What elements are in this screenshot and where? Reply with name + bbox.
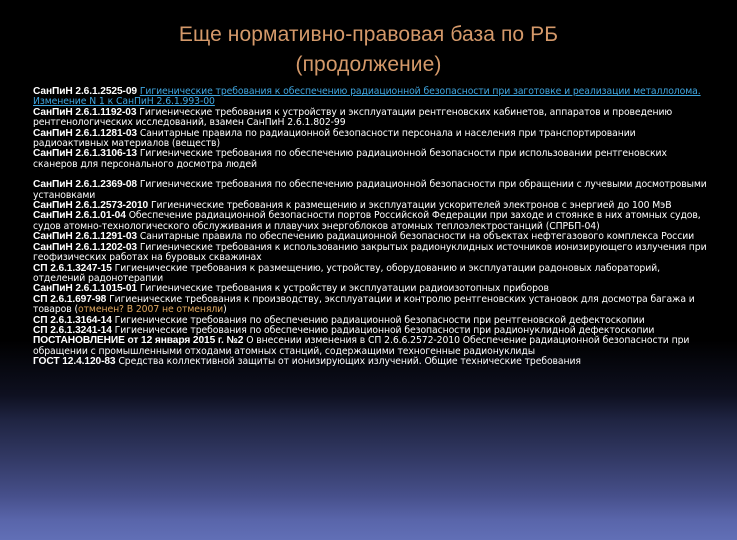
regulation-text: Гигиенические требования по обеспечению радиационной безопасности при обращении с лучевыми досмотровыми установками bbox=[33, 179, 707, 201]
regulations-list bbox=[33, 87, 713, 368]
title-line-1: Еще нормативно-правовая база по РБ bbox=[178, 23, 559, 46]
regulation-text: Гигиенические требования к размещению, устройству, оборудованию и эксплуатации радоновых лабораторий, отделений радонотерапии bbox=[33, 262, 660, 284]
regulation-text: Гигиенические требования по обеспечению радиационной безопасности при радионуклидной дефектоскопии bbox=[114, 324, 655, 336]
regulation-text: Гигиенические требования к производству, эксплуатации и контролю рентгеновских установок для досмотра багажа и товаров ( bbox=[33, 293, 695, 316]
regulation-code: СанПиН 2.6.1.1281-03 bbox=[33, 127, 137, 139]
regulation-code: СП 2.6.1.3164-14 bbox=[33, 314, 112, 326]
regulation-code: СанПиН 2.6.1.01-04 bbox=[33, 210, 126, 222]
title-line-2: (продолжение) bbox=[295, 53, 442, 76]
regulation-text: Санитарные правила по радиационной безопасности персонала и населения при транспортировании радиоактивных материалов (веществ) bbox=[33, 127, 636, 150]
regulation-text: Обеспечение радиационной безопасности портов Российской Федерации при заходе и стоянке в них атомных судов, судов атомно-технологического обслуживания и плавучих энергоблоков атомных теплоэлектростанций (СПРБП-04) bbox=[33, 210, 701, 232]
regulation-code: СП 2.6.1.3247-15 bbox=[33, 262, 112, 274]
regulation-text: О внесении изменения в СП 2.6.6.2572-2010 Обеспечение радиационной безопасности при обращении с промышленными отходами атомных станций, содержащими техногенные радионуклиды bbox=[33, 335, 690, 357]
regulation-code: СанПиН 2.6.1.1192-03 bbox=[33, 106, 137, 118]
regulation-entry bbox=[33, 357, 713, 367]
regulation-text: Гигиенические требования к использованию закрытых радионуклидных источников ионизирующего излучения при геофизических работах на буровых скважинах bbox=[33, 241, 707, 264]
regulation-code: ПОСТАНОВЛЕНИЕ от 12 января 2015 г. №2 bbox=[33, 335, 244, 347]
regulation-entry bbox=[33, 129, 713, 150]
regulation-entry bbox=[33, 336, 713, 357]
regulation-text: Санитарные правила по обеспечению радиационной безопасности на объектах нефтегазового комплекса России bbox=[139, 231, 695, 243]
regulation-entry bbox=[33, 87, 713, 108]
regulation-code: СанПиН 2.6.1.1015-01 bbox=[33, 283, 137, 295]
regulation-code: СП 2.6.1.697-98 bbox=[33, 293, 107, 305]
regulation-text: Гигиенические требования по обеспечению радиационной безопасности при рентгеновской дефектоскопии bbox=[114, 314, 645, 326]
regulation-code: СанПиН 2.6.1.2525-09 bbox=[33, 86, 137, 97]
slide-title bbox=[0, 20, 737, 80]
regulation-entry bbox=[33, 264, 713, 285]
regulations-group-1 bbox=[33, 87, 713, 170]
regulation-text: Гигиенические требования к размещению и эксплуатации ускорителей электронов с энергией до 100 МэВ bbox=[150, 200, 672, 212]
regulation-code: СанПиН 2.6.1.2573-2010 bbox=[33, 200, 149, 212]
regulation-note: отменен? В 2007 не отменяли bbox=[78, 304, 224, 316]
regulation-text: Средства коллективной защиты от ионизирующих излучений. Общие технические требования bbox=[118, 356, 581, 368]
regulation-text-after: ) bbox=[223, 304, 227, 316]
regulation-code: ГОСТ 12.4.120-83 bbox=[33, 356, 116, 368]
regulation-entry bbox=[33, 243, 713, 264]
regulation-link[interactable]: Гигиенические требования к обеспечению радиационной безопасности при заготовке и реализации металлолома. Изменение N 1 к СанПиН 2.6.1.993-00 bbox=[33, 86, 701, 108]
regulation-entry bbox=[33, 149, 713, 170]
regulation-code: СанПиН 2.6.1.2369-08 bbox=[33, 179, 137, 191]
regulation-code: СП 2.6.1.3241-14 bbox=[33, 324, 112, 336]
regulation-entry bbox=[33, 180, 713, 201]
regulation-text: Гигиенические требования к устройству и эксплуатации радиоизотопных приборов bbox=[139, 283, 549, 295]
regulation-code: СанПиН 2.6.1.1202-03 bbox=[33, 241, 137, 253]
regulation-entry bbox=[33, 108, 713, 129]
regulations-group-2 bbox=[33, 180, 713, 367]
regulation-code: СанПиН 2.6.1.1291-03 bbox=[33, 231, 137, 243]
regulation-text: Гигиенические требования к устройству и эксплуатации рентгеновских кабинетов, аппаратов и проведению рентгенологических исследований, взамен СанПиН 2.6.1.802-99 bbox=[33, 106, 673, 129]
regulation-text: Гигиенические требования по обеспечению радиационной безопасности при использовании рентгеновских сканеров для персонального досмотра людей bbox=[33, 148, 667, 170]
regulation-entry bbox=[33, 211, 713, 232]
regulation-entry bbox=[33, 295, 713, 316]
regulation-code: СанПиН 2.6.1.3106-13 bbox=[33, 148, 137, 160]
